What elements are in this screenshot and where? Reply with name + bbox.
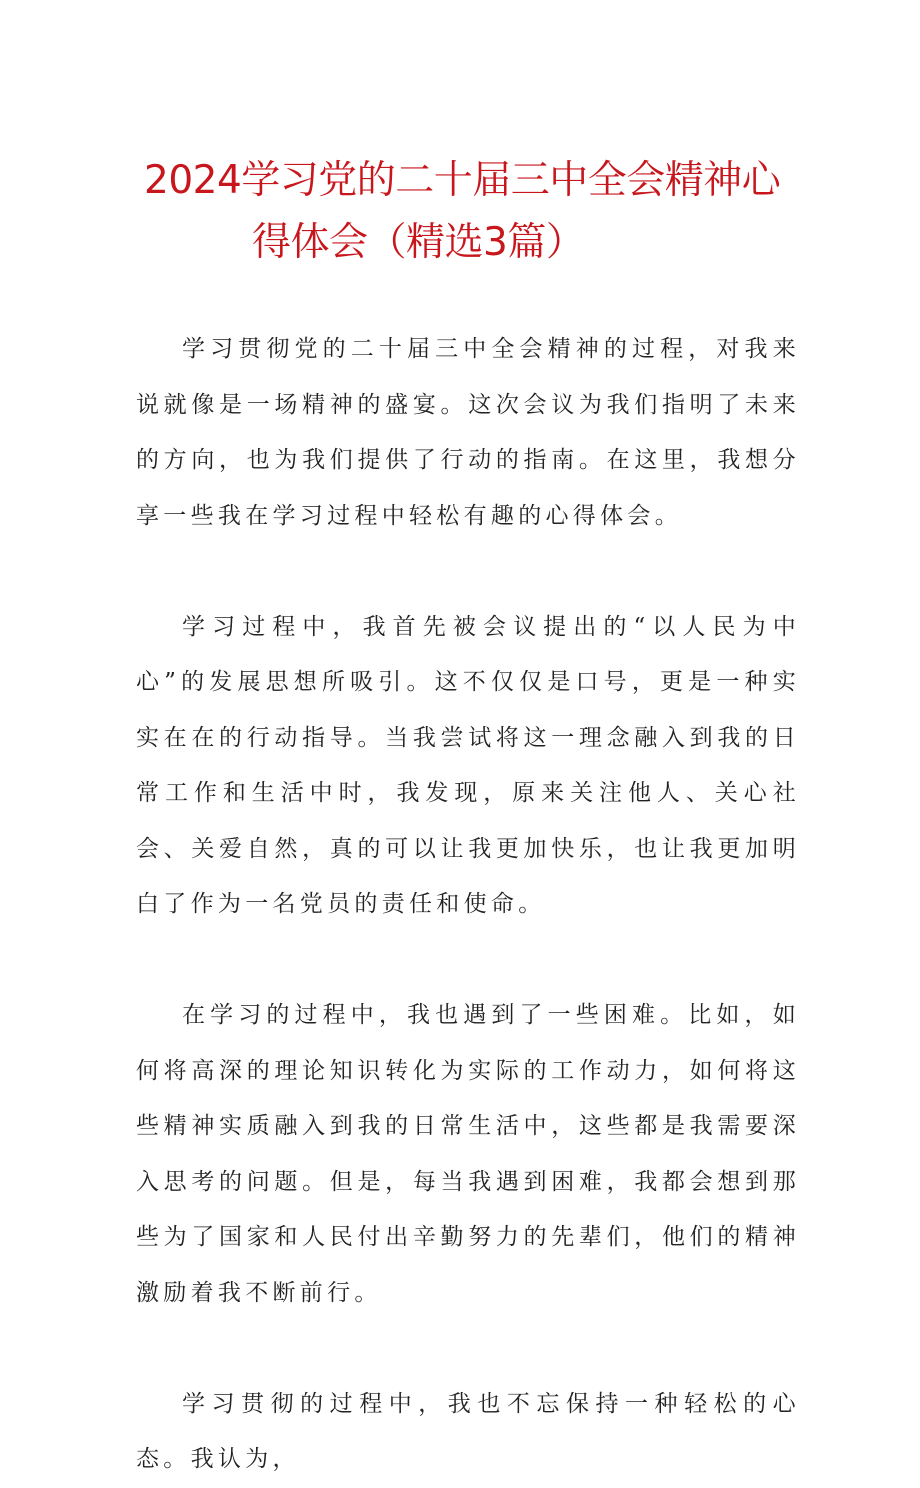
document-body: [136, 322, 800, 1488]
title-line-2: 得体会（精选3篇）: [252, 220, 585, 265]
paragraph-4: 学习贯彻的过程中，我也不忘保持一种轻松的心态。我认为，: [136, 1390, 800, 1472]
paragraph-3: 在学习的过程中，我也遇到了一些困难。比如，如何将高深的理论知识转化为实际的工作动力，如何将这些精神实质融入到我的日常生活中，这些都是我需要深入思考的问题。但是，每当我遇到困难，我都会想到那些为了国家和人民付出辛勤努力的先辈们，他们的精神激励着我不断前行。: [136, 1002, 800, 1306]
paragraph-1: 学习贯彻党的二十届三中全会精神的过程，对我来说就像是一场精神的盛宴。这次会议为我们指明了未来的方向，也为我们提供了行动的指南。在这里，我想分享一些我在学习过程中轻松有趣的心得体会。: [136, 336, 800, 529]
title-line-1: 2024学习党的二十届三中全会精神心: [144, 158, 781, 203]
paragraph-2: 学习过程中，我首先被会议提出的“以人民为中心”的发展思想所吸引。这不仅仅是口号，更是一种实实在在的行动指导。当我尝试将这一理念融入到我的日常工作和生活中时，我发现，原来关注他人、关心社会、关爱自然，真的可以让我更加快乐，也让我更加明白了作为一名党员的责任和使命。: [136, 613, 800, 917]
